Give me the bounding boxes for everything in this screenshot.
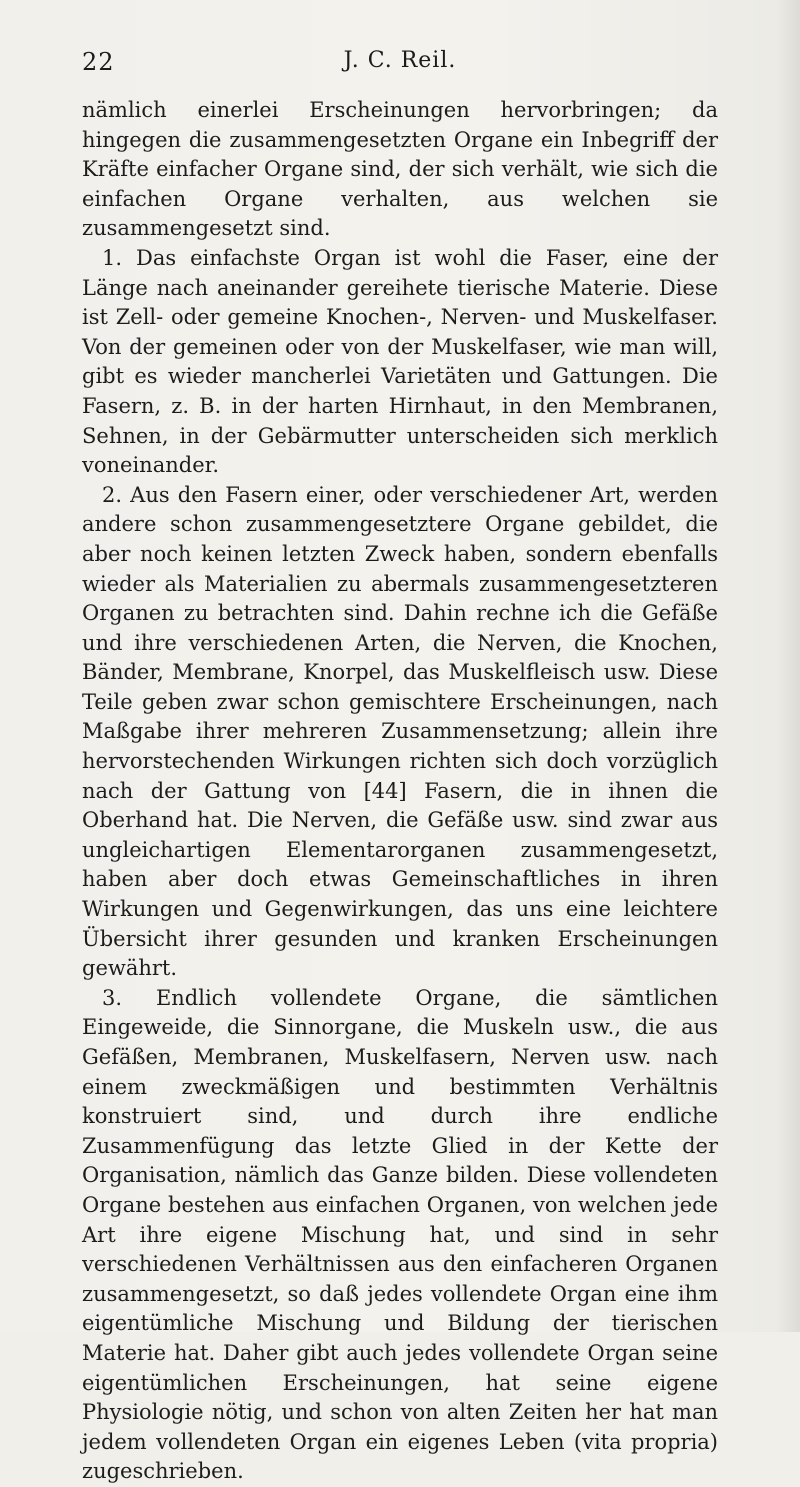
paragraph-1: 1. Das einfachste Organ ist wohl die Faser, eine der Länge nach aneinander gereihete tierische Materie. Diese ist Zell- oder gemeine Knochen-, Nerven- und Muskelfaser. Von der gemeinen oder von der Muskelfaser, wie man will, gibt es wieder mancherlei Varietäten und Gattungen. Die Fasern, z. B. in der harten Hirnhaut, in den Membranen, Sehnen, in der Gebärmutter unterscheiden sich merklich voneinander. xyxy=(82,245,718,478)
paragraph-3: 3. Endlich vollendete Organe, die sämtlichen Eingeweide, die Sinnorgane, die Muskeln usw., die aus Gefäßen, Membranen, Muskelfasern, Nerven usw. nach einem zweckmäßigen und bestimmten Verhältnis konstruiert sind, und durch ihre endliche Zusammenfügung das letzte Glied in der Kette der Organisation, nämlich das Ganze bilden. Diese vollendeten Organe bestehen aus einfachen Organen, von welchen jede Art ihre eigene Mischung hat, und sind in sehr verschiedenen Verhältnissen aus den einfacheren Organen zusammengesetzt, so daß jedes vollendete Organ eine ihm eigentümliche Mischung und Bildung der tierischen Materie hat. Daher gibt auch jedes vollendete Organ seine eigentümlichen Erscheinungen, hat seine eigene Physiologie nötig, und schon von alten Zeiten her hat man jedem vollendeten Organ ein eigenes Leben (vita propria) zugeschrieben. xyxy=(82,985,718,1484)
page-number: 22 xyxy=(82,48,115,76)
paragraph-2: 2. Aus den Fasern einer, oder verschiedener Art, werden andere schon zusammengesetztere Organe gebildet, die aber noch keinen letzten Zweck haben, sondern ebenfalls wieder als Materialien zu abermals zusammengesetzteren Organen zu betrachten sind. Dahin rechne ich die Gefäße und ihre verschiedenen Arten, die Nerven, die Knochen, Bänder, Membrane, Knorpel, das Muskelfleisch usw. Diese Teile geben zwar schon gemischtere Erscheinungen, nach Maßgabe ihrer mehreren Zusammensetzung; allein ihre hervorstechenden Wirkungen richten sich doch vorzüglich nach der Gattung von [44] Fasern, die in ihnen die Oberhand hat. Die Nerven, die Gefäße usw. sind zwar aus ungleichartigen Elementarorganen zusammengesetzt, haben aber doch etwas Gemeinschaftliches in ihren Wirkungen und Gegenwirkungen, das uns eine leichtere Übersicht ihrer gesunden und kranken Erscheinungen gewährt. xyxy=(82,482,718,981)
paragraph-intro: nämlich einerlei Erscheinungen hervorbringen; da hingegen die zusammengesetzten Organe ein Inbegriff der Kräfte einfacher Organe sind, der sich verhält, wie sich die einfachen Organe verhalten, aus welchen sie zusammengesetzt sind. xyxy=(82,98,718,241)
running-head: J. C. Reil. xyxy=(343,48,457,73)
page-header xyxy=(82,48,718,82)
body-text xyxy=(82,96,718,1487)
